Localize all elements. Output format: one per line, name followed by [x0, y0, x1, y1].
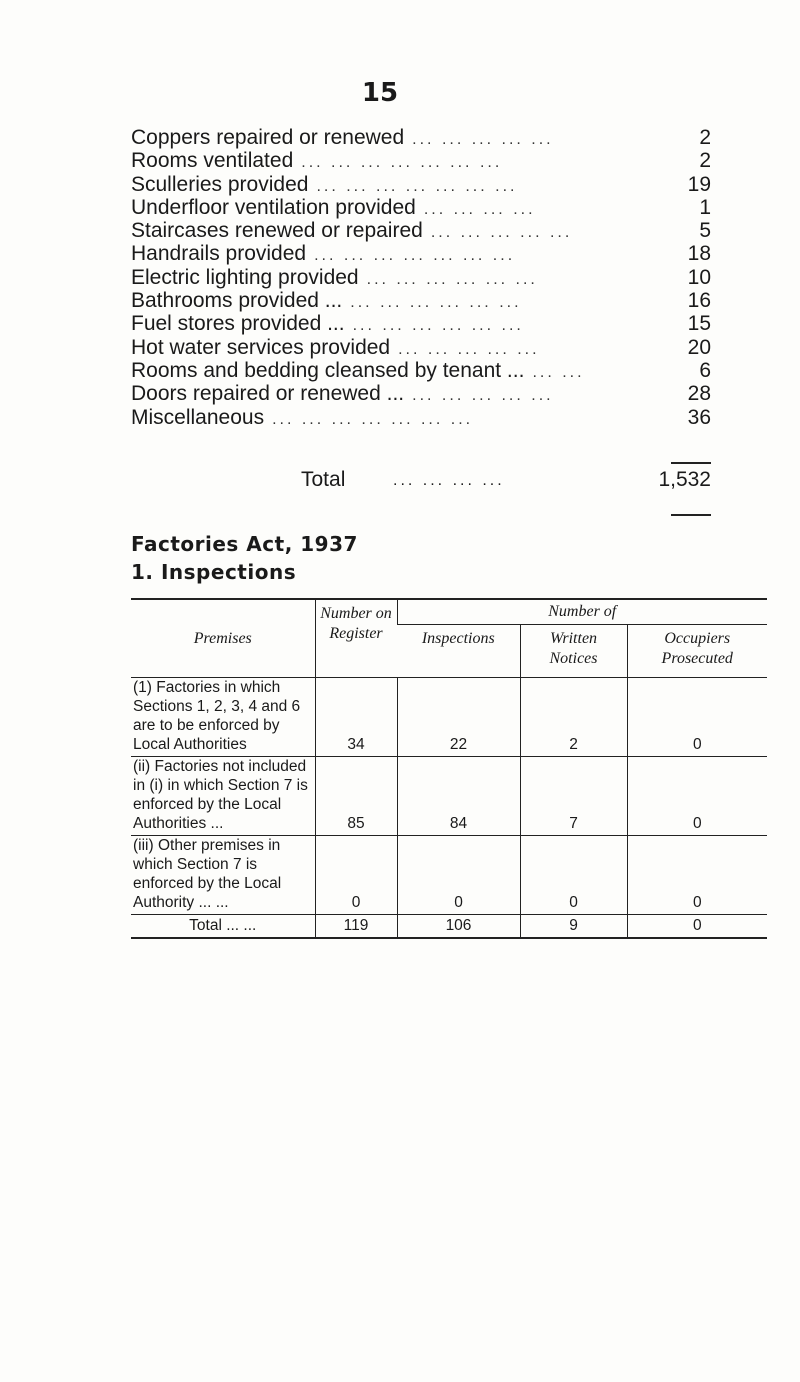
item-value: 36: [687, 405, 711, 429]
item-value: 6: [699, 358, 711, 382]
item-value: 10: [687, 265, 711, 289]
leader-dots: ... ... ... ... ... ... ...: [272, 410, 474, 428]
leader-dots: ... ... ... ...: [423, 200, 536, 218]
register-cell: 0: [315, 836, 397, 915]
header-inspections: Inspections: [421, 630, 495, 647]
item-value: 2: [699, 126, 711, 149]
list-item: [131, 266, 711, 289]
item-label: Staircases renewed or repaired: [131, 219, 423, 243]
item-value: 16: [687, 289, 711, 313]
register-cell: 34: [315, 678, 397, 757]
leader-dots: ... ... ... ...: [393, 472, 505, 489]
item-value: 1: [699, 195, 711, 219]
leader-dots: ... ... ... ... ... ...: [366, 270, 538, 288]
item-label: Electric lighting provided: [131, 265, 359, 289]
list-item: [131, 359, 711, 382]
table-row: [131, 757, 767, 836]
prosecuted-cell: 0: [627, 678, 767, 757]
item-label: Hot water services provided: [131, 335, 391, 359]
prosecuted-cell: 0: [627, 836, 767, 915]
item-label: Doors repaired or renewed ...: [131, 382, 405, 406]
table-header-row: [131, 599, 767, 625]
list-item: [131, 312, 711, 335]
total-rule-bottom: [671, 514, 711, 516]
header-register: Number on Register: [315, 599, 397, 678]
list-item: [131, 173, 711, 196]
leader-dots: ... ... ... ... ... ...: [350, 294, 522, 312]
item-value: 2: [699, 149, 711, 173]
inspections-table: [131, 598, 767, 939]
header-occupiers-prosecuted: Occupiers Prosecuted: [627, 625, 767, 678]
subsection-title: 1. Inspections: [131, 560, 297, 584]
total-rule-top: [671, 462, 711, 464]
register-total-cell: 119: [315, 915, 397, 939]
item-value: 28: [687, 382, 711, 406]
page-number: 15: [361, 78, 399, 108]
total-value: 1,532: [658, 468, 711, 491]
leader-dots: ... ...: [532, 363, 585, 381]
leader-dots: ... ... ... ... ...: [412, 131, 554, 148]
total-label-cell: Total ... ...: [131, 915, 315, 939]
item-value: 5: [699, 219, 711, 243]
premises-cell: (iii) Other premises in which Section 7 is enforced by the Local Authority ... ...: [131, 836, 315, 915]
prosecuted-cell: 0: [627, 757, 767, 836]
list-item: [131, 219, 711, 242]
inspections-cell: 84: [397, 757, 520, 836]
leader-dots: ... ... ... ... ...: [430, 224, 573, 242]
inspections-cell: 22: [397, 678, 520, 757]
section-title: Factories Act, 1937: [131, 532, 358, 556]
list-item: [131, 149, 711, 172]
table-total-row: [131, 915, 767, 939]
notices-total-cell: 9: [520, 915, 627, 939]
table-row: [131, 678, 767, 757]
prosecuted-total-cell: 0: [627, 915, 767, 939]
leader-dots: ... ... ... ... ...: [398, 340, 540, 358]
list-item: [131, 126, 711, 149]
list-item: [131, 382, 711, 405]
list-item: [131, 289, 711, 312]
item-label: Sculleries provided: [131, 172, 309, 196]
header-written-notices: Written Notices: [520, 625, 627, 678]
improvements-list: [131, 126, 711, 429]
list-item: [131, 336, 711, 359]
notices-cell: 2: [520, 678, 627, 757]
leader-dots: ... ... ... ... ... ... ...: [301, 154, 503, 172]
inspections-total-cell: 106: [397, 915, 520, 939]
header-number-of: Number of: [397, 599, 767, 625]
leader-dots: ... ... ... ... ... ... ...: [316, 177, 518, 195]
item-value: 15: [687, 312, 711, 336]
list-item: [131, 242, 711, 265]
inspections-cell: 0: [397, 836, 520, 915]
list-item: [131, 196, 711, 219]
item-label: Handrails provided: [131, 242, 307, 266]
item-value: 20: [687, 335, 711, 359]
premises-cell: (1) Factories in which Sections 1, 2, 3, 4 and 6 are to be enforced by Local Authorities: [131, 678, 315, 757]
item-label: Rooms ventilated: [131, 149, 294, 173]
item-label: Coppers repaired or renewed: [131, 126, 405, 149]
leader-dots: ... ... ... ... ... ...: [352, 317, 524, 335]
item-value: 18: [687, 242, 711, 266]
item-value: 19: [687, 172, 711, 196]
item-label: Bathrooms provided ...: [131, 289, 343, 313]
notices-cell: 0: [520, 836, 627, 915]
leader-dots: ... ... ... ... ...: [412, 387, 554, 405]
notices-cell: 7: [520, 757, 627, 836]
item-label: Miscellaneous: [131, 405, 265, 429]
register-cell: 85: [315, 757, 397, 836]
list-item: [131, 406, 711, 429]
leader-dots: ... ... ... ... ... ... ...: [314, 247, 516, 265]
item-label: Rooms and bedding cleansed by tenant ...: [131, 358, 525, 382]
item-label: Underfloor ventilation provided: [131, 195, 416, 219]
table-row: [131, 836, 767, 915]
header-premises: Premises: [193, 629, 252, 647]
premises-cell: (ii) Factories not included in (i) in which Section 7 is enforced by the Local Authorities ...: [131, 757, 315, 836]
item-label: Fuel stores provided ...: [131, 312, 345, 336]
total-label: Total: [301, 468, 346, 491]
